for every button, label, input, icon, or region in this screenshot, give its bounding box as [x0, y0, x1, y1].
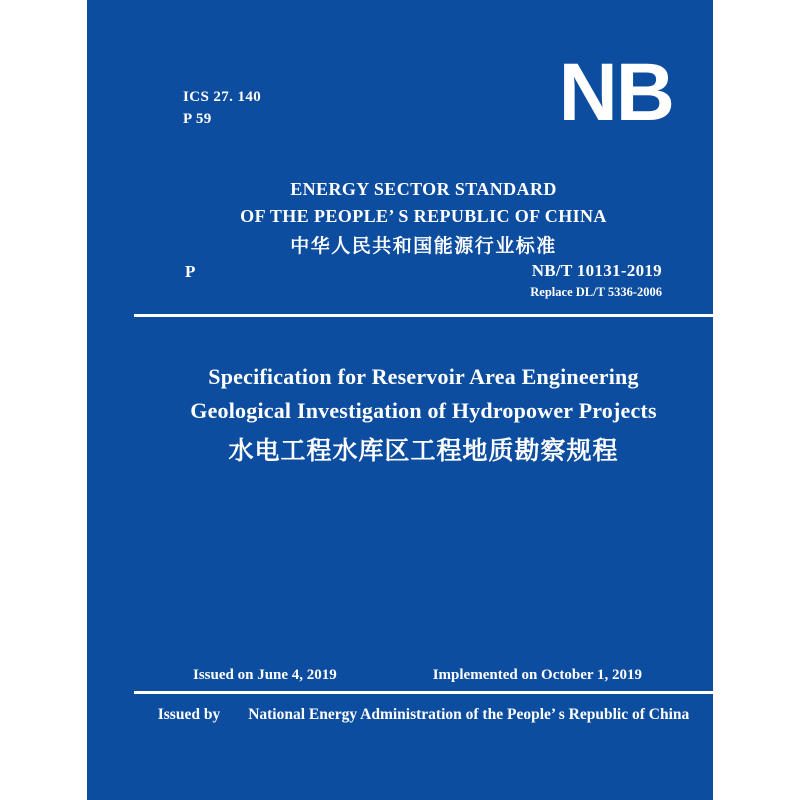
dates-row [134, 665, 713, 685]
horizontal-rule-bottom [134, 691, 713, 694]
standard-code-block [530, 260, 662, 300]
blue-cover-panel [87, 0, 713, 800]
ics-code: ICS 27. 140 [183, 89, 262, 105]
standard-heading-en-line2: OF THE PEOPLE’ S REPUBLIC OF CHINA [240, 206, 607, 226]
nb-logo: NB [558, 47, 673, 138]
issued-by-value: National Energy Administration of the People’ s Republic of China [248, 706, 690, 723]
replaces-note: Replace DL/T 5336-2006 [530, 285, 662, 299]
doc-class-letter: P [185, 262, 196, 281]
issued-date: Issued on June 4, 2019 [193, 667, 337, 683]
issued-by-label: Issued by [157, 706, 221, 723]
standard-heading-zh: 中华人民共和国能源行业标准 [290, 236, 557, 257]
standard-heading-en-line1: ENERGY SECTOR STANDARD [290, 179, 557, 199]
horizontal-rule-top [134, 314, 713, 317]
document-title-en-line2: Geological Investigation of Hydropower Projects [190, 398, 657, 423]
document-title-en-line1: Specification for Reservoir Area Engineering [208, 364, 639, 389]
standard-heading [134, 178, 713, 259]
implemented-date: Implemented on October 1, 2019 [432, 667, 642, 683]
standard-code: NB/T 10131-2019 [531, 261, 662, 280]
document-title-zh: 水电工程水库区工程地质勘察规程 [228, 438, 619, 465]
document-title [134, 360, 713, 468]
issued-by-row [134, 704, 713, 725]
classification-code: P 59 [183, 111, 212, 127]
